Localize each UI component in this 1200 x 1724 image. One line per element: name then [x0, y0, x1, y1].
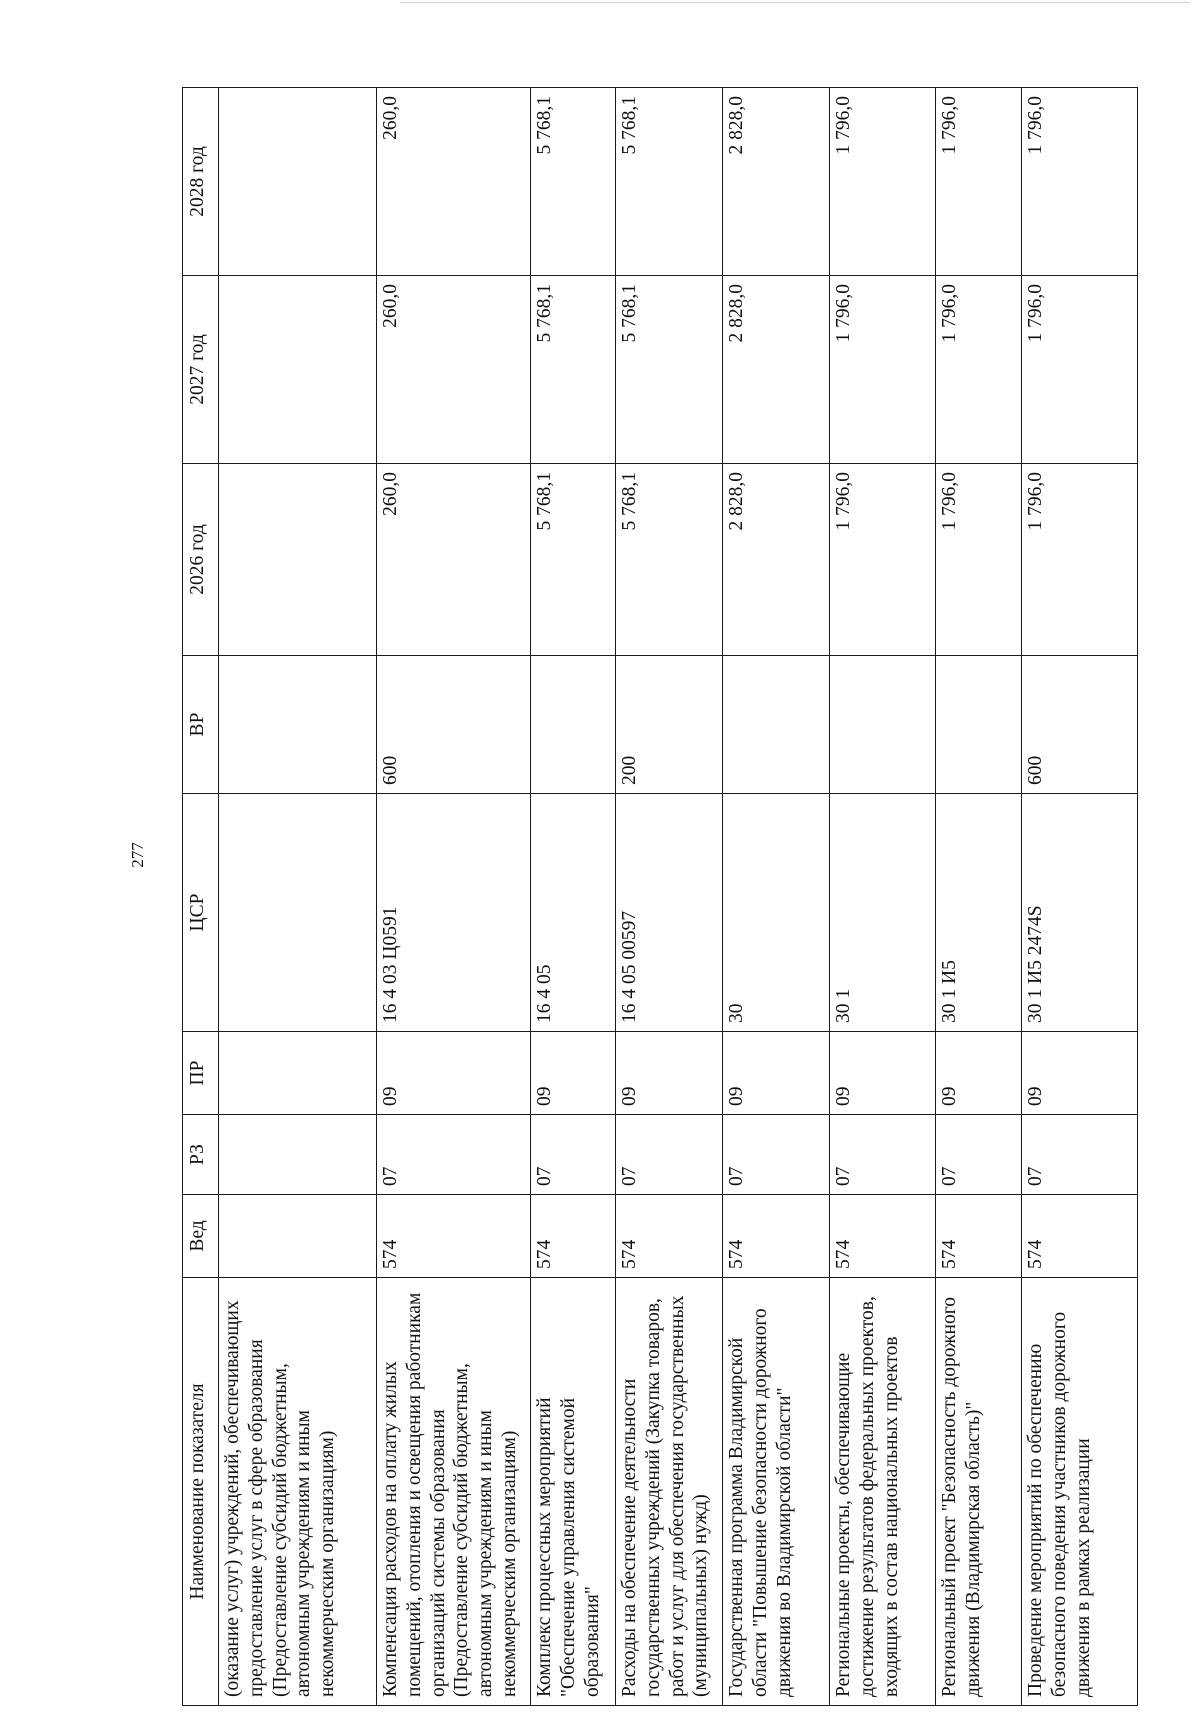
cell-2028: 1 796,0: [830, 88, 936, 276]
cell-name: Компенсация расходов на оплату жилых помещений, отопления и освещения работникам организаций системы образования (Предоставление субсидий бюджетным, автономным учреждениям и иным некоммерческим организациям): [377, 1278, 531, 1706]
table-row: [219, 88, 377, 1706]
table-row: [1022, 88, 1138, 1706]
table-row: [830, 88, 936, 1706]
cell-name: Расходы на обеспечение деятельности государственных учреждений (Закупка товаров, работ и услуг для обеспечения государственных (муниципальных) нужд): [616, 1278, 723, 1706]
cell-2028: 5 768,1: [616, 88, 723, 276]
cell-pr: 09: [723, 1032, 830, 1115]
cell-2026: 1 796,0: [830, 464, 936, 656]
cell-csr: 30 1 И5: [936, 794, 1022, 1032]
rotated-page-content: [182, 88, 1137, 1706]
cell-vr: [830, 656, 936, 794]
cell-2027: 1 796,0: [1022, 276, 1138, 464]
cell-2026: 2 828,0: [723, 464, 830, 656]
cell-vr: [723, 656, 830, 794]
cell-2027: [219, 276, 377, 464]
cell-name: Комплекс процессных мероприятий "Обеспечение управления системой образования": [531, 1278, 616, 1706]
cell-2028: [219, 88, 377, 276]
cell-2026: 5 768,1: [616, 464, 723, 656]
cell-2026: 1 796,0: [936, 464, 1022, 656]
cell-csr: 30: [723, 794, 830, 1032]
cell-csr: 16 4 05: [531, 794, 616, 1032]
cell-csr: [219, 794, 377, 1032]
cell-ved: 574: [723, 1195, 830, 1278]
header-pr: ПР: [183, 1032, 219, 1115]
cell-pr: 09: [377, 1032, 531, 1115]
header-vr: ВР: [183, 656, 219, 794]
cell-ved: 574: [616, 1195, 723, 1278]
cell-pr: 09: [531, 1032, 616, 1115]
cell-pr: 09: [1022, 1032, 1138, 1115]
cell-rz: 07: [1022, 1115, 1138, 1195]
table-row: [723, 88, 830, 1706]
cell-pr: 09: [616, 1032, 723, 1115]
cell-rz: 07: [377, 1115, 531, 1195]
cell-csr: 30 1: [830, 794, 936, 1032]
cell-name: Региональный проект "Безопасность дорожного движения (Владимирская область)": [936, 1278, 1022, 1706]
cell-pr: 09: [830, 1032, 936, 1115]
cell-2026: [219, 464, 377, 656]
table-row: [616, 88, 723, 1706]
cell-name: Проведение мероприятий по обеспечению безопасного поведения участников дорожного движения в рамках реализации: [1022, 1278, 1138, 1706]
header-ved: Вед: [183, 1195, 219, 1278]
cell-vr: 200: [616, 656, 723, 794]
cell-2028: 1 796,0: [1022, 88, 1138, 276]
budget-table: [182, 87, 1138, 1706]
cell-2027: 5 768,1: [616, 276, 723, 464]
cell-2026: 5 768,1: [531, 464, 616, 656]
header-rz: РЗ: [183, 1115, 219, 1195]
cell-ved: [219, 1195, 377, 1278]
table-row: [936, 88, 1022, 1706]
cell-rz: 07: [531, 1115, 616, 1195]
scan-edge-line: [400, 2, 1190, 3]
cell-rz: 07: [830, 1115, 936, 1195]
cell-name: Региональные проекты, обеспечивающие достижение результатов федеральных проектов, входящих в состав национальных проектов: [830, 1278, 936, 1706]
cell-vr: 600: [377, 656, 531, 794]
cell-ved: 574: [1022, 1195, 1138, 1278]
cell-2028: 1 796,0: [936, 88, 1022, 276]
cell-ved: 574: [936, 1195, 1022, 1278]
cell-vr: 600: [1022, 656, 1138, 794]
page-number: 277: [128, 842, 147, 868]
cell-vr: [531, 656, 616, 794]
cell-vr: [936, 656, 1022, 794]
header-2027: 2027 год: [183, 276, 219, 464]
header-2028: 2028 год: [183, 88, 219, 276]
cell-2028: 2 828,0: [723, 88, 830, 276]
cell-rz: 07: [936, 1115, 1022, 1195]
header-2026: 2026 год: [183, 464, 219, 656]
cell-name: (оказание услуг) учреждений, обеспечивающих предоставление услуг в сфере образования (Предоставление субсидий бюджетным, автономным учреждениям и иным некоммерческим организациям): [219, 1278, 377, 1706]
cell-2027: 1 796,0: [936, 276, 1022, 464]
header-csr: ЦСР: [183, 794, 219, 1032]
cell-2027: 2 828,0: [723, 276, 830, 464]
cell-rz: 07: [616, 1115, 723, 1195]
table-row: [531, 88, 616, 1706]
cell-name: Государственная программа Владимирской области "Повышение безопасности дорожного движения во Владимирской области": [723, 1278, 830, 1706]
cell-vr: [219, 656, 377, 794]
cell-2027: 5 768,1: [531, 276, 616, 464]
cell-2028: 5 768,1: [531, 88, 616, 276]
cell-ved: 574: [531, 1195, 616, 1278]
header-name: Наименование показателя: [183, 1278, 219, 1706]
table-row: [377, 88, 531, 1706]
cell-pr: [219, 1032, 377, 1115]
cell-2028: 260,0: [377, 88, 531, 276]
cell-2026: 1 796,0: [1022, 464, 1138, 656]
cell-ved: 574: [377, 1195, 531, 1278]
table-header-row: [183, 88, 219, 1706]
cell-csr: 16 4 03 Ц0591: [377, 794, 531, 1032]
cell-ved: 574: [830, 1195, 936, 1278]
cell-rz: 07: [723, 1115, 830, 1195]
cell-2026: 260,0: [377, 464, 531, 656]
cell-csr: 16 4 05 00597: [616, 794, 723, 1032]
cell-pr: 09: [936, 1032, 1022, 1115]
cell-csr: 30 1 И5 2474S: [1022, 794, 1138, 1032]
cell-2027: 1 796,0: [830, 276, 936, 464]
cell-2027: 260,0: [377, 276, 531, 464]
cell-rz: [219, 1115, 377, 1195]
